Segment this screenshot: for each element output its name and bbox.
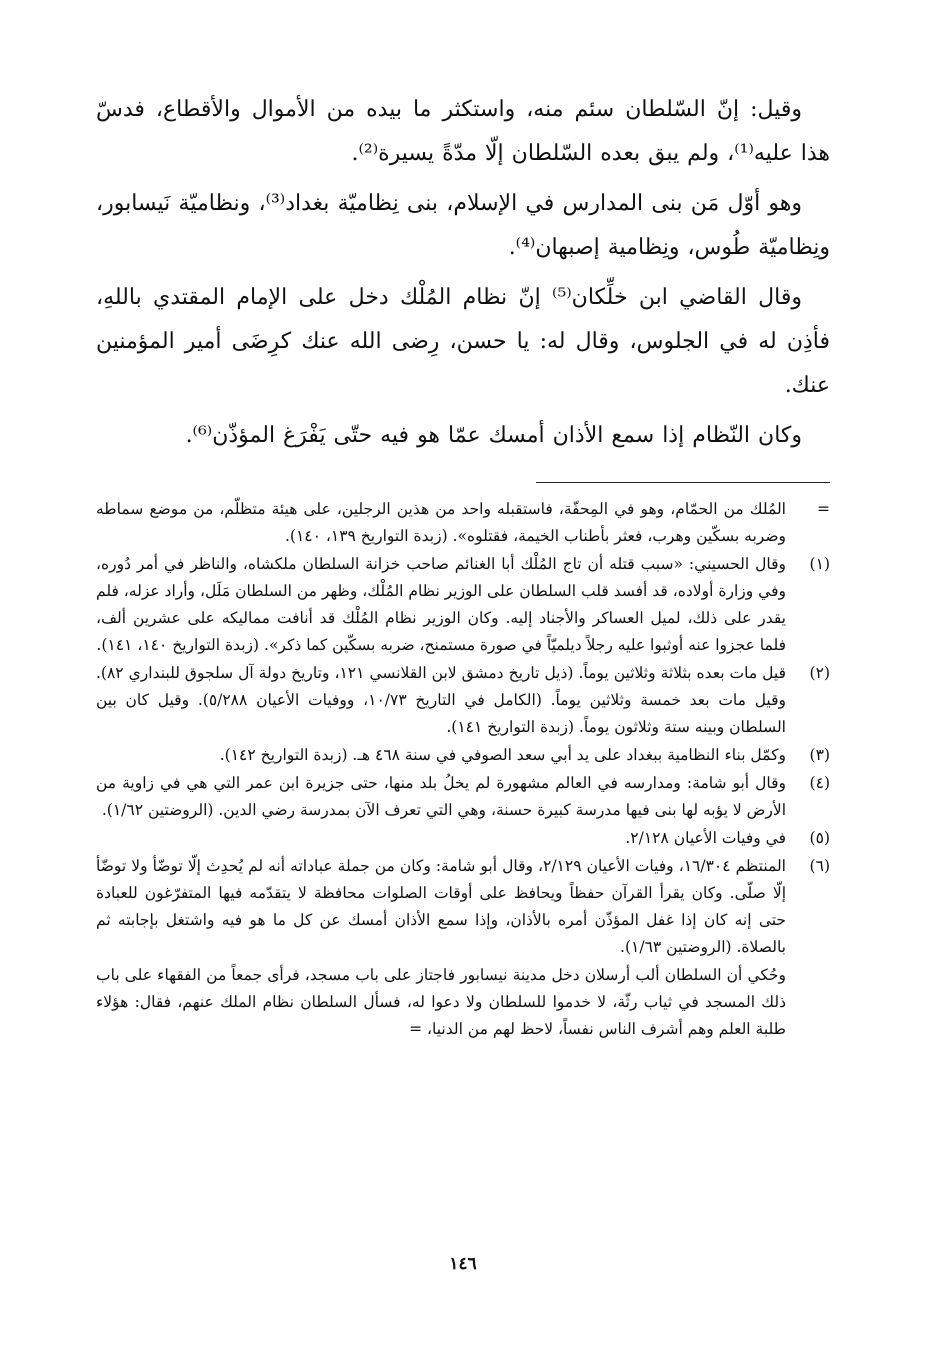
footnote-text: في وفيات الأعيان ٢/١٢٨. xyxy=(625,829,786,847)
footnote-marker: (٤) xyxy=(809,774,830,792)
paragraph-2: وهو أوّل مَن بنى المدارس في الإسلام، بنى نِظاميّة بغداد⁽³⁾، ونظاميّة نَيسابور، ونِظاميّة طُوس، ونِظامية إصبهان⁽⁴⁾. xyxy=(96,191,830,260)
page-number: ١٤٦ xyxy=(449,1254,477,1274)
footnote-text: المنتظم ١٦/٣٠٤، وفيات الأعيان ٢/١٢٩، وقال أبو شامة: وكان من جملة عباداته أنه لم يُحدِث إلّا توضّأ ولا توضّأ إلّا صلّى. وكان يقرأ القرآن حفظاً ويحافظ على أوقات الصلوات محافظة لا يتقدّمه فيها المتفرّغون للعبادة حتى إنه كان إذا غفل المؤذّن أمره بالأذان، وإذا سمع الأذان أمسك عن كل ما هو فيه واشتغل بإجابته ثم بالصلاة. (الروضتين ١/٦٣). xyxy=(96,857,786,956)
paragraph-3: وقال القاضي ابن خلِّكان⁽⁵⁾ إنّ نظام المُلْك دخل على الإمام المقتدي باللهِ، فأذِن له في الجلوس، وقال له: يا حسن، رِضى الله عنك كرِضَى أمير المؤمنين عنك. xyxy=(96,285,830,398)
footnote-marker: (٢) xyxy=(809,664,830,682)
footnote-text: وقال أبو شامة: ومدارسه في العالم مشهورة لم يخلُ بلد منها، حتى جزيرة ابن عمر التي هي في زاوية من الأرض لا يؤبه لها بنى فيها مدرسة كبيرة حسنة، وهي التي تعرف الآن بمدرسة رضي الدين. (الروضتين ١/٦٢). xyxy=(96,774,786,819)
footnotes xyxy=(96,496,830,1043)
footnote-5 xyxy=(96,825,830,852)
footnote-1 xyxy=(96,551,830,659)
book-page xyxy=(96,88,830,1308)
footnote-2 xyxy=(96,660,830,741)
footnote-marker: (٣) xyxy=(809,746,830,764)
footnote-3 xyxy=(96,742,830,769)
footnote-continued xyxy=(96,496,830,550)
footnote-text: قيل مات بعده بثلاثة وثلاثين يوماً. (ذيل تاريخ دمشق لابن القلانسي ١٢١، وتاريخ دولة آل سلجوق للبنداري ٨٢). وقيل مات بعد خمسة وثلاثين يوماً. (الكامل في التاريخ ١٠/٧٣، ووفيات الأعيان ٥/٢٨٨). وقيل كان بين السلطان وبينه ستة وثلاثون يوماً. (زبدة التواريخ ١٤١). xyxy=(96,664,787,736)
footnote-marker: (٥) xyxy=(809,829,830,847)
footnote-marker: (٦) xyxy=(809,857,830,875)
footnote-4 xyxy=(96,770,830,824)
paragraph-1: وقيل: إنّ السّلطان سئم منه، واستكثر ما بيده من الأموال والأقطاع، فدسّ هذا عليه⁽¹⁾، ولم يبق بعده السّلطان إلّا مدّةً يسيرة⁽²⁾. xyxy=(96,97,830,166)
paragraph-4: وكان النّظام إذا سمع الأذان أمسك عمّا هو فيه حتّى يَفْرَغ المؤذّن⁽⁶⁾. xyxy=(185,423,802,448)
main-text xyxy=(96,88,830,464)
footnote-divider xyxy=(536,482,830,483)
footnote-6 xyxy=(96,853,830,961)
footnote-6-continuation: وحُكي أن السلطان ألب أرسلان دخل مدينة نيسابور فاجتاز على باب مسجد، فرأى جمعاً من الفقهاء على باب ذلك المسجد في ثياب رثّة، لا خدموا للسلطان ولا دعوا له، فسأل السلطان نظام الملك عنهم، فقال: هؤلاء طلبة العلم وهم أشرف الناس نفساً، لاحظ لهم من الدنيا، = xyxy=(96,966,786,1038)
footnote-marker: = xyxy=(817,500,830,518)
footnote-text: وقال الحسيني: «سبب قتله أن تاج المُلْك أبا الغنائم صاحب خزانة السلطان ملكشاه، والناظر في أمر دُوره، وفي وزارة أولاده، قد أفسد قلب السلطان على الوزير نظام المُلْك، وظهر من السلطان مَلَل، وأراد عزله، فلم يقدر على ذلك، لميل العساكر والأجناد إليه. وكان الوزير نظام المُلْك قد أنافت مماليكه على عشرين ألف، فلما عجزوا عنه أوثبوا عليه رجلاً ديلميّاً في صورة مستمنح، ضربه بسكّين كما ذكر». (زبدة التواريخ ١٤٠، ١٤١). xyxy=(96,555,786,654)
footnote-text: وكمّل بناء النظامية ببغداد على يد أبي سعد الصوفي في سنة ٤٦٨ هـ. (زبدة التواريخ ١٤٢). xyxy=(219,746,786,764)
footnote-text: المُلك من الحمّام، وهو في المِحفّة، فاستقبله واحد من هذين الرجلين، على هيئة متظلّم، من موضع سماطه وضربه بسكّين وهرب، فعثر بأطناب الخيمة، فقتلوه». (زبدة التواريخ ١٣٩، ١٤٠). xyxy=(96,500,786,545)
footnote-marker: (١) xyxy=(809,555,830,573)
